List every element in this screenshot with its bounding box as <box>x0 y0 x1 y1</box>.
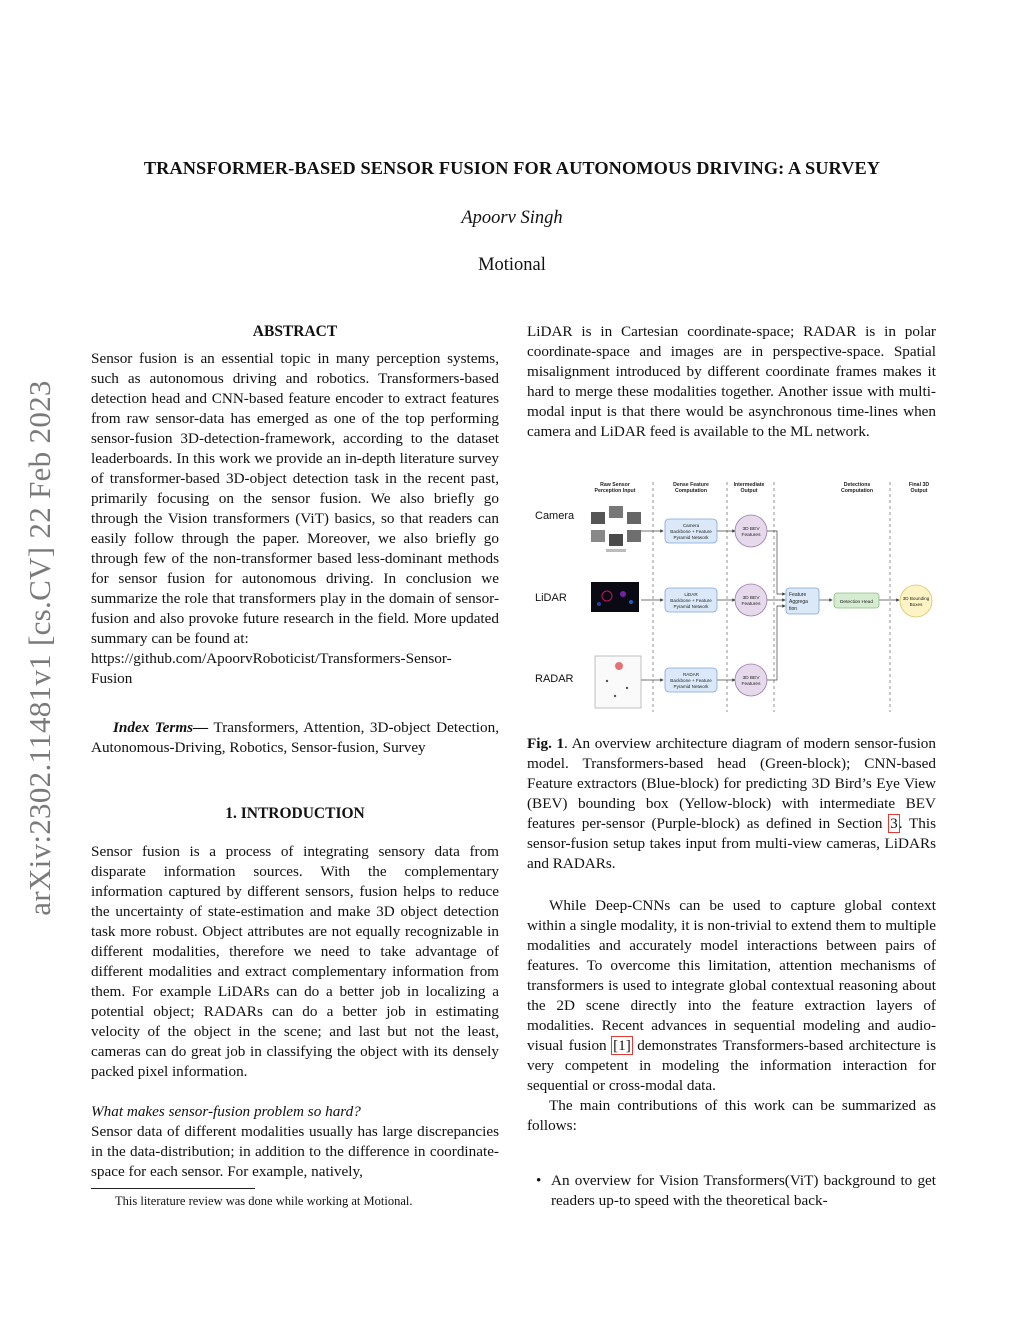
right-paragraph-2-b: demonstrates Transformers-based architecture is very competent in modeling the information interaction for sequential or cross-modal data. <box>527 1037 937 1094</box>
header-final-output: Output <box>910 488 928 494</box>
camera-bev-line-2: Features <box>741 533 761 538</box>
abstract-section <box>91 322 499 342</box>
arxiv-identifier-stamp: arXiv:2302.11481v1 [cs.CV] 22 Feb 2023 <box>22 380 57 916</box>
aggregation-line-1: Feature <box>789 592 807 598</box>
right-column-body <box>527 896 936 1136</box>
bullet-marker: • <box>536 1172 542 1189</box>
figure-1-architecture-diagram <box>527 476 947 716</box>
radar-input-plot <box>595 656 641 708</box>
footnote-rule <box>91 1188 255 1189</box>
sensor-labels <box>535 510 575 685</box>
introduction-paragraph-1: Sensor fusion is a process of integrating sensory data from disparate information sources. With the complementary information captured by different sensors, fusion helps to reduce the uncertainty of state-estimation and make 3D object detection task more robust. Object attributes are not equally recognizable in different modalities, therefore we need to take advantage of different modalities and extract complementary information from them. For example LiDARs can do a better job in localizing a potential object; RADARs can do a better job in estimating velocity of the object in the scene; and last but not the least, cameras can do great job in classifying the object with its densely packed pixel information. <box>91 843 499 1080</box>
radar-point-3 <box>614 695 616 697</box>
abstract-heading: ABSTRACT <box>252 323 338 340</box>
header-detections: Detections <box>843 482 871 488</box>
output-line-2: Boxes <box>909 602 923 607</box>
figure-1-label: Fig. 1 <box>527 735 565 752</box>
camera-backbone-line-3: Pyramid Network <box>673 535 709 540</box>
camera-thumb-4 <box>591 530 605 542</box>
header-final-3d: Final 3D <box>908 482 930 488</box>
camera-bev-line-1: 3D BEV <box>742 527 760 532</box>
introduction-paragraph-2: Sensor data of different modalities usually has large discrepancies in the data-distribution; in addition to the difference in coordinate-space for each sensor. For example, natively, <box>91 1123 499 1180</box>
output-line-1: 3D Bounding <box>902 596 930 601</box>
camera-thumb-3 <box>627 512 641 524</box>
abstract-url-line-2: Fusion <box>91 670 133 687</box>
bounding-box-output-node <box>900 585 932 617</box>
right-paragraph-3: The main contributions of this work can be summarized as follows: <box>527 1097 936 1134</box>
camera-thumb-2 <box>609 506 623 518</box>
radar-point-2 <box>626 687 628 689</box>
sensor-label-lidar: LiDAR <box>535 592 567 604</box>
backbone-labels <box>670 523 712 689</box>
lidar-cluster-3 <box>629 600 633 604</box>
lidar-cluster-2 <box>597 602 601 606</box>
paper-affiliation: Motional <box>478 255 546 275</box>
camera-thumb-1 <box>591 512 605 524</box>
lidar-backbone-line-2: Backbone + Feature <box>670 598 712 603</box>
right-paragraph-top: LiDAR is in Cartesian coordinate-space; RADAR is in polar coordinate-space and images are in perspective-space. Spatial misalignment introduced by different coordinate frames makes it hard to merge these modalities together. Another issue with multi-modal input is that there would be asynchronous time-lines when camera and LiDAR feed is available to the ML network. <box>527 323 936 440</box>
radar-point-1 <box>606 680 608 682</box>
radar-bev-line-2: Features <box>741 682 761 687</box>
camera-backbone-line-1: Camera <box>682 523 700 528</box>
arrow-camera-bev-to-aggregation <box>767 531 785 594</box>
hardness-subheading: What makes sensor-fusion problem so hard? <box>91 1103 361 1120</box>
contribution-bullet-1-text: An overview for Vision Transformers(ViT) background to get readers up-to speed with the theoretical back- <box>551 1172 936 1209</box>
section-3-reference-link[interactable]: 3 <box>890 815 898 832</box>
hardness-section <box>91 1102 499 1182</box>
introduction-body <box>91 842 499 1082</box>
abstract-url-line-1[interactable]: https://github.com/ApoorvRoboticist/Transformers-Sensor- <box>91 650 452 667</box>
header-output: Output <box>740 488 758 494</box>
header-perception-input: Perception Input <box>594 488 636 494</box>
lidar-backbone-line-1: LiDAR <box>684 592 698 597</box>
contribution-bullet-1 <box>536 1171 936 1211</box>
figure-1-caption-text-a: . An overview architecture diagram of modern sensor-fusion model. Transformers-based head (Green-block); CNN-based Feature extractors (Blue-block) for predicting 3D Bird’s Eye View (BEV) bounding box (Yellow-block) with intermediate BEV features per-sensor (Purple-block) as defined in Section <box>527 735 936 832</box>
radar-bev-line-1: 3D BEV <box>742 676 760 681</box>
right-paragraph-2-a: While Deep-CNNs can be used to capture global context within a single modality, it is non-trivial to extend them to multiple modalities and accurately model interactions between pairs of features. To overcome this limitation, attention mechanisms of transformers is used to integrate global contextual reasoning about the 2D scene directly into the feature extraction layers of modalities. Recent advances in sequential modeling and audio-visual fusion <box>527 897 936 1054</box>
introduction-heading: 1. INTRODUCTION <box>225 805 365 822</box>
figure-1-caption <box>527 734 936 874</box>
lidar-cluster-1 <box>620 591 626 597</box>
figure-1-caption-text-b: . This sensor-fusion setup takes input from multi-view cameras, LiDARs and RADARs. <box>527 815 937 872</box>
camera-thumb-5 <box>609 534 623 546</box>
aggregation-line-3: tion <box>789 606 798 612</box>
radar-backbone-line-1: RADAR <box>682 672 700 677</box>
abstract-text: Sensor fusion is an essential topic in many perception systems, such as autonomous driving and robotics. Transformers-based detection head and CNN-based feature encoder to extract features from raw sensor-data has emerged as one of the top performing sensor-fusion 3D-detection-framework, according to the dataset leaderboards. In this work we provide an in-depth literature survey of transformer-based 3D-object detection task in the recent past, primarily focusing on the sensor fusion. We also briefly go through the Vision transformers (ViT) basics, so that readers can easily follow through the paper. Moreover, we also briefly go through few of the non-transformer based less-dominant methods for sensor fusion for autonomous driving. In conclusion we summarize the role that transformers play in the domain of sensor-fusion and also provoke future research in the field. More updated summary can be found at: <box>91 350 499 647</box>
bev-labels <box>742 526 762 687</box>
sensor-label-radar: RADAR <box>535 673 574 685</box>
right-column-top <box>527 322 936 442</box>
index-terms-label: Index Terms— <box>113 719 209 736</box>
introduction-heading-wrap <box>91 804 499 824</box>
paper-title: TRANSFORMER-BASED SENSOR FUSION FOR AUTONOMOUS DRIVING: A SURVEY <box>143 158 881 178</box>
camera-backbone-line-2: Backbone + Feature <box>670 529 712 534</box>
lidar-backbone-line-3: Pyramid Network <box>673 604 709 609</box>
header-raw-sensor: Raw Sensor <box>600 482 630 488</box>
lidar-background <box>591 582 639 612</box>
detection-head-label: Detection Head <box>839 600 874 605</box>
lidar-input-pointcloud <box>591 582 639 612</box>
radar-hotspot <box>615 662 623 670</box>
footnote: This literature review was done while working at Motional. <box>115 1194 413 1208</box>
radar-backbone-line-2: Backbone + Feature <box>670 678 712 683</box>
camera-thumb-caption <box>606 549 626 552</box>
arrow-radar-bev-to-aggregation <box>767 606 785 680</box>
camera-thumb-6 <box>627 530 641 542</box>
paper-author: Apoorv Singh <box>461 208 563 228</box>
aggregation-line-2: Aggrega <box>789 599 808 605</box>
index-terms <box>91 718 499 758</box>
lidar-bev-line-1: 3D BEV <box>742 596 760 601</box>
index-terms-text: Transformers, Attention, 3D-object Detection, Autonomous-Driving, Robotics, Sensor-fusion, Survey <box>91 719 499 756</box>
abstract-body <box>91 349 499 689</box>
header-detections-computation: Computation <box>841 488 873 494</box>
citation-1-link[interactable]: [1] <box>613 1037 631 1054</box>
sensor-label-camera: Camera <box>535 510 575 522</box>
header-dense-feature: Dense Feature <box>673 482 709 488</box>
header-intermediate: Intermediate <box>733 482 765 488</box>
radar-backbone-line-3: Pyramid Network <box>673 684 709 689</box>
column-headers <box>595 482 930 494</box>
lidar-bev-line-2: Features <box>741 602 761 607</box>
camera-input-images <box>591 506 641 552</box>
header-computation: Computation <box>675 488 707 494</box>
